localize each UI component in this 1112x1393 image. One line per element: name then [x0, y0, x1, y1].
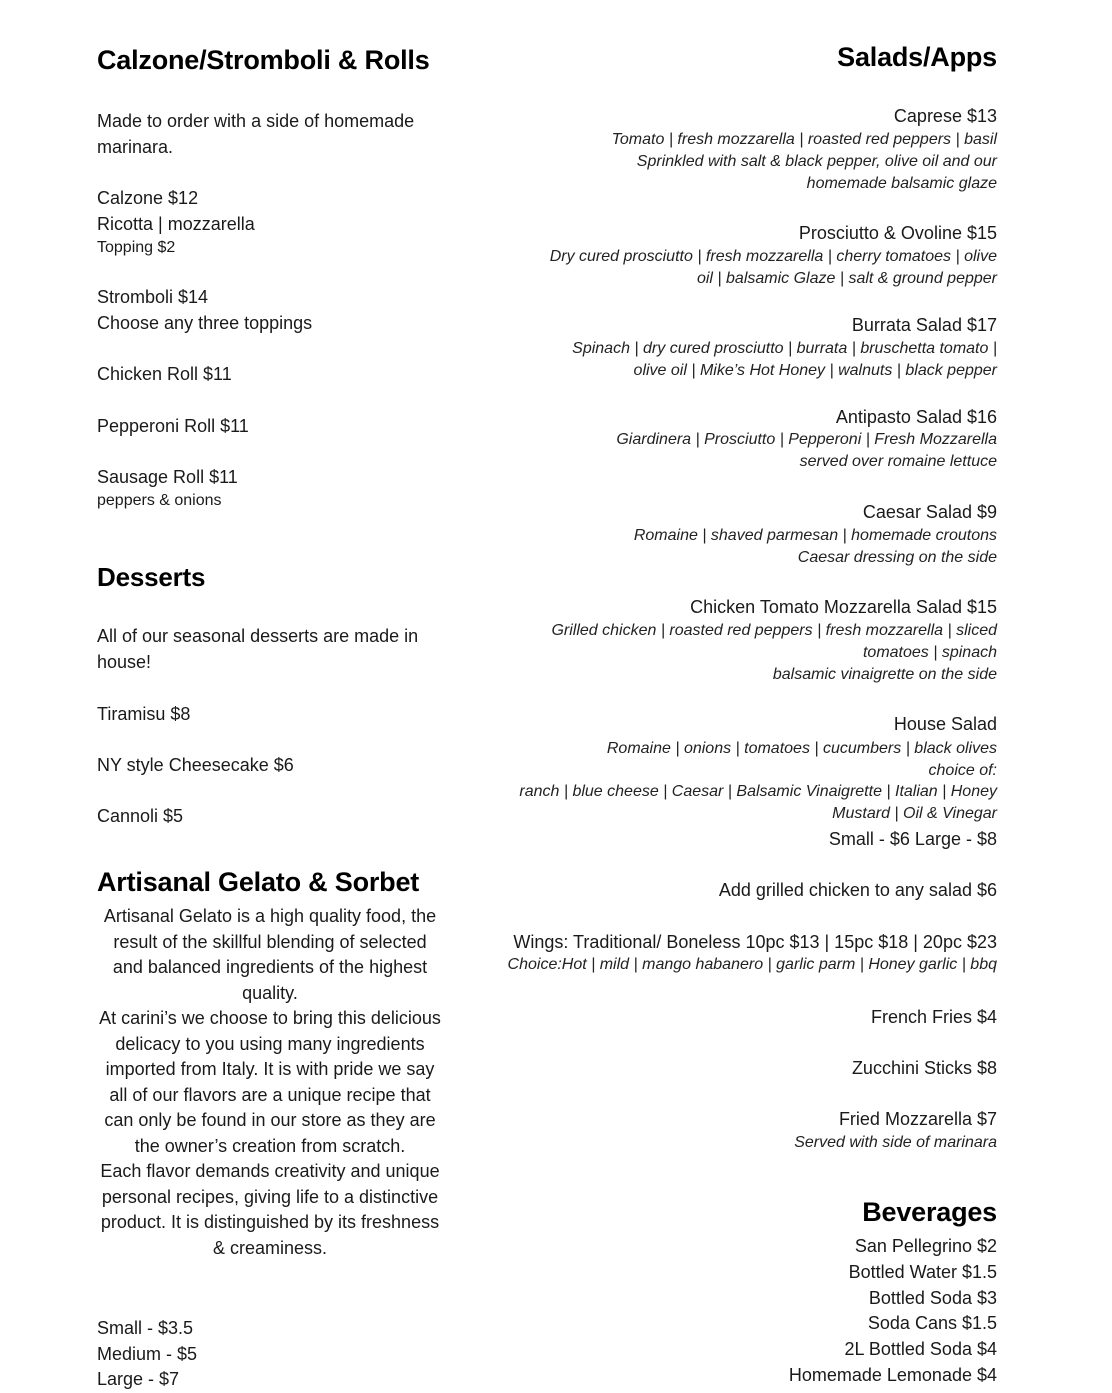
caesar-desc-1: Romaine | shaved parmesan | homemade croutons [633, 527, 997, 544]
caprese-desc-3: homemade balsamic glaze [806, 175, 997, 192]
gelato-size-large: Large - $7 [97, 1369, 180, 1389]
pepperoni-roll-item: Pepperoni Roll $11 [97, 416, 249, 436]
burrata-name: Burrata Salad $17 [851, 315, 997, 335]
ctm-desc-1: Grilled chicken | roasted red peppers | fresh mozzarella | sliced [551, 622, 997, 639]
wings-choice: Choice:Hot | mild | mango habanero | garlic parm | Honey garlic | bbq [507, 956, 997, 973]
sausage-roll-item: Sausage Roll $11 [97, 467, 238, 487]
antipasto-name: Antipasto Salad $16 [835, 407, 997, 427]
gelato-paragraph-3: Each flavor demands creativity and unique personal recipes, giving life to a distinctive product. It is distinguished by its freshness & creaminess. [100, 1161, 440, 1258]
stromboli-item-desc: Choose any three toppings [97, 313, 313, 333]
gelato-paragraph-2: At carini’s we choose to bring this delicious delicacy to you using many ingredients imported from Italy. It is with pride we say all of our flavors are a unique recipe that can only be found in our store as they are the owner’s creation from scratch. [99, 1008, 441, 1156]
zucchini-sticks-item: Zucchini Sticks $8 [851, 1058, 997, 1078]
beverage-item: Soda Cans $1.5 [867, 1313, 997, 1333]
beverage-item: 2L Bottled Soda $4 [844, 1339, 997, 1359]
burrata-desc-1: Spinach | dry cured prosciutto | burrata | bruschetta tomato | [572, 340, 997, 357]
prosciutto-desc-1: Dry cured prosciutto | fresh mozzarella | cherry tomatoes | olive [549, 248, 997, 265]
house-desc-4: Mustard | Oil & Vinegar [832, 805, 997, 822]
beverage-item: Homemade Lemonade $4 [788, 1365, 997, 1385]
caprese-name: Caprese $13 [893, 106, 997, 126]
cheesecake-item: NY style Cheesecake $6 [97, 755, 294, 775]
antipasto-desc-2: served over romaine lettuce [799, 453, 997, 470]
house-salad-price: Small - $6 Large - $8 [828, 829, 997, 849]
fried-mozzarella-item: Fried Mozzarella $7 [838, 1109, 997, 1129]
desserts-intro: All of our seasonal desserts are made in house! [97, 626, 419, 672]
caesar-desc-2: Caesar dressing on the side [797, 549, 997, 566]
chicken-roll-item: Chicken Roll $11 [97, 364, 232, 384]
beverage-item: San Pellegrino $2 [854, 1236, 997, 1256]
calzone-item-desc: Ricotta | mozzarella [97, 214, 255, 234]
house-desc-3: ranch | blue cheese | Caesar | Balsamic Vinaigrette | Italian | Honey [519, 783, 997, 800]
beverage-item: Bottled Water $1.5 [848, 1262, 997, 1282]
ctm-desc-3: balsamic vinaigrette on the side [772, 666, 997, 683]
house-desc-2: choice of: [928, 762, 997, 779]
gelato-size-medium: Medium - $5 [97, 1344, 198, 1364]
tiramisu-item: Tiramisu $8 [97, 704, 191, 724]
calzone-item-name: Calzone $12 [97, 188, 199, 208]
prosciutto-name: Prosciutto & Ovoline $15 [798, 223, 997, 243]
beverages-section-title: Beverages [862, 1197, 997, 1227]
stromboli-item-name: Stromboli $14 [97, 287, 209, 307]
caprese-desc-1: Tomato | fresh mozzarella | roasted red peppers | basil [611, 131, 997, 148]
sausage-roll-desc: peppers & onions [97, 492, 222, 509]
ctm-desc-2: tomatoes | spinach [862, 644, 997, 661]
add-chicken-note: Add grilled chicken to any salad $6 [718, 880, 997, 900]
antipasto-desc-1: Giardinera | Prosciutto | Pepperoni | Fresh Mozzarella [616, 431, 997, 448]
desserts-section-title: Desserts [97, 562, 206, 592]
cannoli-item: Cannoli $5 [97, 806, 184, 826]
house-salad-name: House Salad [893, 714, 997, 734]
caesar-name: Caesar Salad $9 [862, 502, 997, 522]
caprese-desc-2: Sprinkled with salt & black pepper, olive oil and our [636, 153, 997, 170]
wings-name: Wings: Traditional/ Boneless 10pc $13 | 15pc $18 | 20pc $23 [513, 932, 997, 952]
fried-mozzarella-desc: Served with side of marinara [794, 1134, 997, 1151]
ctm-salad-name: Chicken Tomato Mozzarella Salad $15 [690, 597, 997, 617]
prosciutto-desc-2: oil | balsamic Glaze | salt & ground pepper [696, 270, 997, 287]
beverage-item: Bottled Soda $3 [868, 1288, 997, 1308]
salads-section-title: Salads/Apps [837, 42, 997, 72]
gelato-size-small: Small - $3.5 [97, 1318, 194, 1338]
house-desc-1: Romaine | onions | tomatoes | cucumbers | black olives [606, 740, 997, 757]
gelato-section-title: Artisanal Gelato & Sorbet [97, 867, 420, 897]
gelato-paragraph-1: Artisanal Gelato is a high quality food, the result of the skillful blending of selected and balanced ingredients of the highest quality. [103, 906, 437, 1003]
calzone-topping: Topping $2 [97, 239, 176, 256]
calzone-section-title: Calzone/Stromboli & Rolls [97, 45, 430, 75]
calzone-intro: Made to order with a side of homemade marinara. [97, 111, 415, 157]
french-fries-item: French Fries $4 [870, 1007, 997, 1027]
burrata-desc-2: olive oil | Mike’s Hot Honey | walnuts | black pepper [633, 362, 997, 379]
